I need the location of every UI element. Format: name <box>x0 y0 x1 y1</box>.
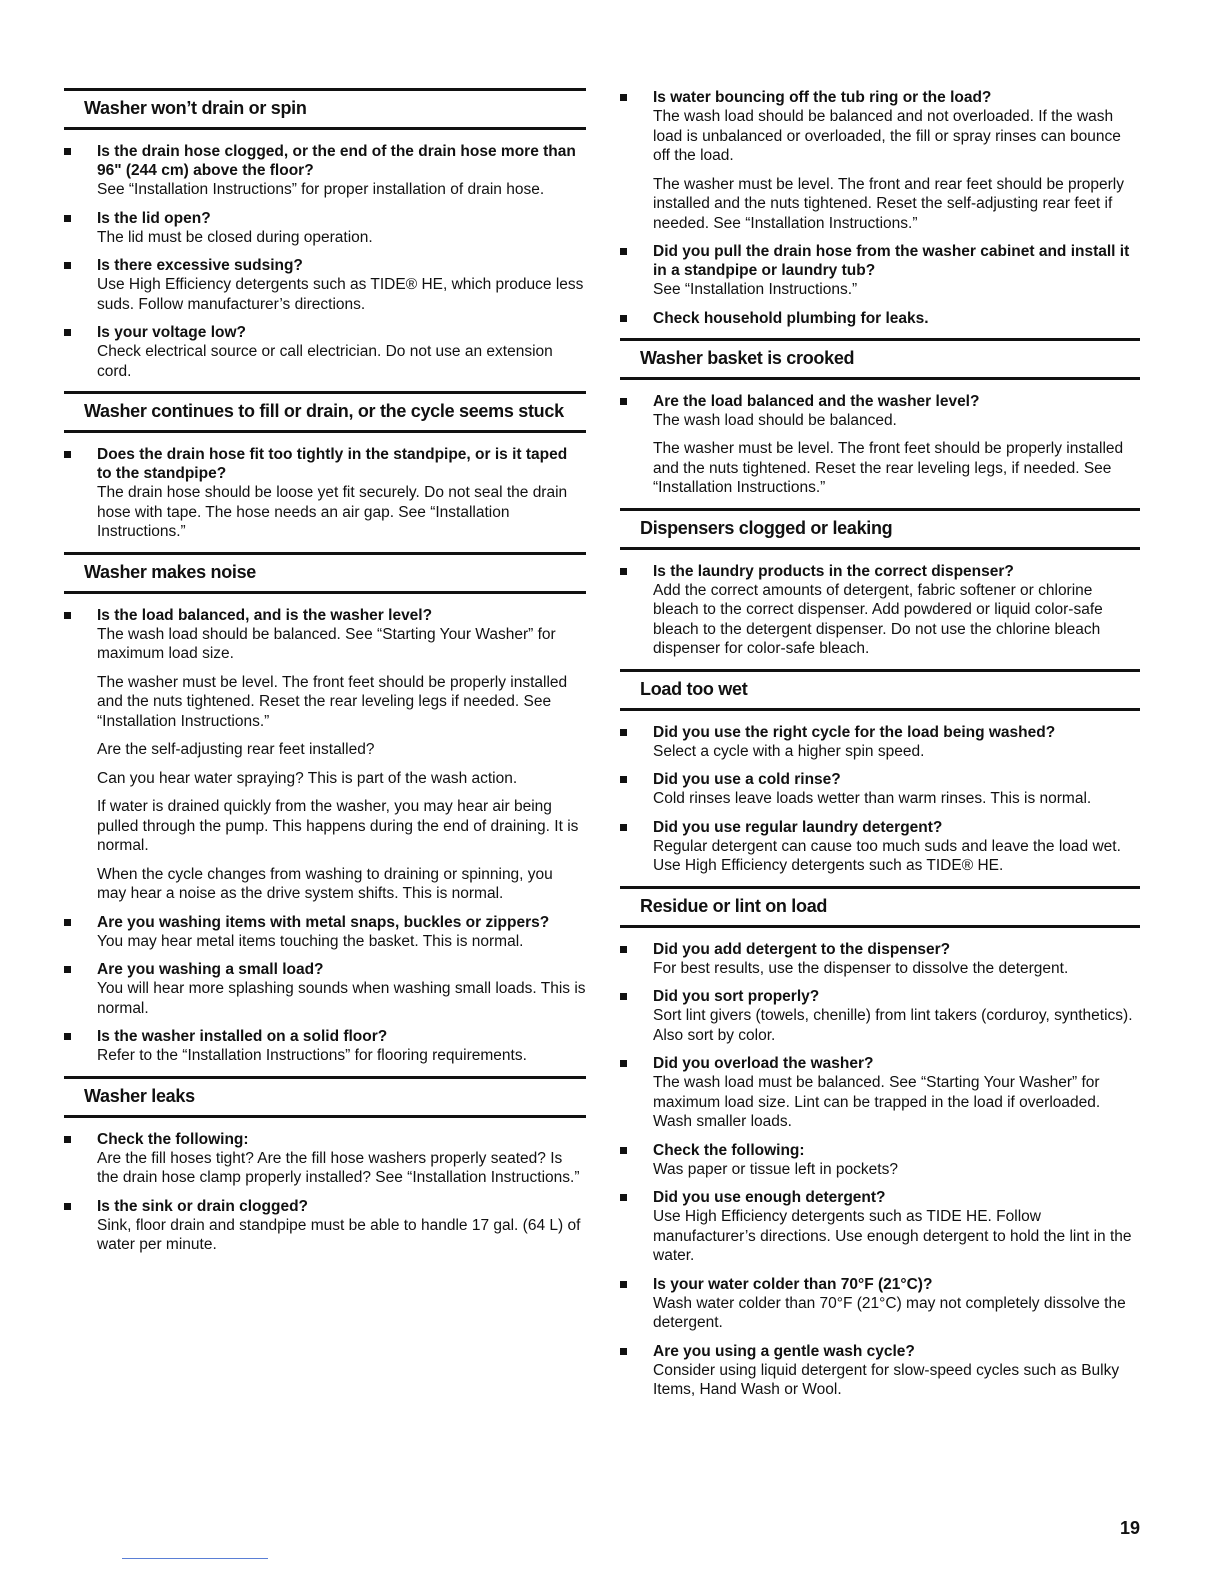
list-item <box>620 818 1140 876</box>
square-bullet-icon <box>620 248 627 255</box>
list-item <box>620 1342 1140 1400</box>
list-item <box>64 256 586 314</box>
section-header <box>64 1076 586 1118</box>
square-bullet-icon <box>64 148 71 155</box>
list-item <box>620 940 1140 979</box>
list-item <box>64 142 586 200</box>
question: Did you use the right cycle for the load being washed? <box>653 723 1056 741</box>
question: Is your voltage low? <box>97 324 246 341</box>
answer-text: If water is drained quickly from the washer, you may hear air being pulled through the pump. This happens during the end of draining. It is normal. <box>97 798 579 854</box>
answer-text: The washer must be level. The front feet should be properly installed and the nuts tightened. Reset the rear leveling legs, if needed. See “Installation Instructions.” <box>653 440 1124 496</box>
question: Check the following: <box>653 1141 805 1159</box>
question: Is the drain hose clogged, or the end of the drain hose more than 96" (244 cm) above the floor? <box>97 143 576 179</box>
question: Are you washing a small load? <box>97 961 324 978</box>
section-header <box>620 886 1140 928</box>
section-washer-basket-is-crooked <box>620 338 1140 498</box>
section-title: Washer leaks <box>84 1085 195 1106</box>
section-title: Washer won’t drain or spin <box>84 98 307 118</box>
square-bullet-icon <box>620 1281 627 1288</box>
list-item <box>620 562 1140 659</box>
square-bullet-icon <box>620 1194 627 1201</box>
list-item <box>620 392 1140 498</box>
list-item <box>620 770 1140 809</box>
answer-text: When the cycle changes from washing to draining or spinning, you may hear a noise as the drive system shifts. This is normal. <box>97 865 553 902</box>
section-title: Load too wet <box>640 678 748 699</box>
answer-text: Are the fill hoses tight? Are the fill hose washers properly seated? Is the drain hose clamp properly installed? See “Installation Instructions.” <box>97 1149 580 1186</box>
square-bullet-icon <box>620 315 627 322</box>
answer-text: You will hear more splashing sounds when washing small loads. This is normal. <box>97 980 586 1017</box>
question: Is the lid open? <box>97 209 211 227</box>
section-header <box>620 508 1140 550</box>
right-column <box>620 88 1140 1410</box>
answer-text: The drain hose should be loose yet fit securely. Do not seal the drain hose with tape. The hose needs an air gap. See “Installation Instructions.” <box>97 484 568 540</box>
question: Is the laundry products in the correct dispenser? <box>653 562 1014 580</box>
square-bullet-icon <box>64 451 71 458</box>
answer-text: Use High Efficiency detergents such as TIDE® HE, which produce less suds. Follow manufacturer’s directions. <box>97 276 584 313</box>
section-title: Washer basket is crooked <box>640 347 855 368</box>
square-bullet-icon <box>64 262 71 269</box>
section-header <box>620 669 1140 711</box>
square-bullet-icon <box>64 329 71 336</box>
section-washer-leaks <box>64 1076 586 1255</box>
answer-text: Sink, floor drain and standpipe must be able to handle 17 gal. (64 L) of water per minute. <box>97 1216 581 1253</box>
square-bullet-icon <box>64 966 71 973</box>
answer-text: You may hear metal items touching the basket. This is normal. <box>97 932 524 950</box>
answer-text: The lid must be closed during operation. <box>97 228 373 246</box>
list-item <box>64 913 586 952</box>
square-bullet-icon <box>620 568 627 575</box>
square-bullet-icon <box>620 729 627 736</box>
square-bullet-icon <box>620 1060 627 1067</box>
list-item <box>620 1141 1140 1180</box>
question: Check household plumbing for leaks. <box>653 309 929 327</box>
section-continued <box>620 88 1140 328</box>
section-header <box>620 338 1140 380</box>
square-bullet-icon <box>64 612 71 619</box>
answer-text: The wash load should be balanced and not overloaded. If the wash load is unbalanced or overloaded, the fill or spray rinses can bounce off the load. <box>653 108 1121 164</box>
list-item <box>620 1275 1140 1333</box>
list-item <box>64 209 586 248</box>
answer-text: The wash load should be balanced. See “Starting Your Washer” for maximum load size. <box>97 625 556 662</box>
list-item <box>620 723 1140 762</box>
list-item <box>64 1197 586 1255</box>
question: Did you use enough detergent? <box>653 1189 886 1206</box>
answer-text: Consider using liquid detergent for slow-speed cycles such as Bulky Items, Hand Wash or Wool. <box>653 1361 1120 1398</box>
answer-text: The washer must be level. The front feet should be properly installed and the nuts tightened. Reset the rear leveling legs if needed. See “Installation Instructions.” <box>97 673 568 730</box>
section-header <box>64 88 586 130</box>
list-item <box>64 960 586 1018</box>
question: Did you overload the washer? <box>653 1055 874 1072</box>
list-item <box>64 445 586 542</box>
list-item <box>620 309 1140 328</box>
list-item <box>64 1130 586 1188</box>
left-column <box>64 88 586 1265</box>
list-item <box>620 1188 1140 1266</box>
square-bullet-icon <box>64 919 71 926</box>
answer-text: Regular detergent can cause too much suds and leave the load wet. Use High Efficiency detergents such as TIDE® HE. <box>653 837 1121 874</box>
section-washer-makes-noise <box>64 552 586 1066</box>
answer-text: Refer to the “Installation Instructions” for flooring requirements. <box>97 1047 527 1064</box>
answer-text: Cold rinses leave loads wetter than warm rinses. This is normal. <box>653 790 1092 807</box>
answer-text: Wash water colder than 70°F (21°C) may not completely dissolve the detergent. <box>653 1294 1126 1331</box>
answer-text: Are the self-adjusting rear feet installed? <box>97 741 375 758</box>
section-header <box>64 391 586 433</box>
answer-text: Select a cycle with a higher spin speed. <box>653 742 925 760</box>
answer-text: See “Installation Instructions” for proper installation of drain hose. <box>97 181 545 198</box>
question: Is the sink or drain clogged? <box>97 1197 309 1215</box>
answer-text: The wash load should be balanced. <box>653 411 897 429</box>
square-bullet-icon <box>620 776 627 783</box>
square-bullet-icon <box>620 1147 627 1154</box>
answer-text: For best results, use the dispenser to dissolve the detergent. <box>653 959 1069 977</box>
question: Did you use regular laundry detergent? <box>653 818 943 836</box>
square-bullet-icon <box>64 1136 71 1143</box>
list-item <box>620 1054 1140 1132</box>
question: Are you washing items with metal snaps, buckles or zippers? <box>97 913 550 931</box>
section-header <box>64 552 586 594</box>
list-item <box>620 88 1140 233</box>
list-item <box>64 606 586 904</box>
question: Did you sort properly? <box>653 988 820 1005</box>
square-bullet-icon <box>620 993 627 1000</box>
list-item <box>620 987 1140 1045</box>
question: Is there excessive sudsing? <box>97 257 303 274</box>
question: Is the load balanced, and is the washer level? <box>97 606 433 624</box>
question: Are the load balanced and the washer level? <box>653 392 980 410</box>
page-number: 19 <box>1119 1518 1140 1538</box>
question: Is the washer installed on a solid floor? <box>97 1028 388 1045</box>
question: Does the drain hose fit too tightly in the standpipe, or is it taped to the standpipe? <box>97 446 568 482</box>
answer-text: Check electrical source or call electrician. Do not use an extension cord. <box>97 343 553 380</box>
question: Did you pull the drain hose from the washer cabinet and install it in a standpipe or laundry tub? <box>653 243 1130 279</box>
square-bullet-icon <box>620 1348 627 1355</box>
section-title: Dispensers clogged or leaking <box>640 517 893 538</box>
answer-text: Was paper or tissue left in pockets? <box>653 1160 898 1178</box>
section-title: Washer makes noise <box>84 561 257 582</box>
section-title: Residue or lint on load <box>640 895 828 916</box>
answer-text: See “Installation Instructions.” <box>653 281 858 298</box>
answer-text: The washer must be level. The front and rear feet should be properly installed and the nuts tightened. Reset the self-adjusting rear feet if needed. See “Installation Instructions.” <box>653 175 1125 232</box>
answer-text: The wash load must be balanced. See “Starting Your Washer” for maximum load size. Lint can be trapped in the load if overloaded. Wash smaller loads. <box>653 1074 1101 1130</box>
answer-text: Sort lint givers (towels, chenille) from lint takers (corduroy, synthetics). Also sort by color. <box>653 1007 1133 1044</box>
square-bullet-icon <box>620 824 627 831</box>
list-item <box>64 1027 586 1066</box>
answer-text: Use High Efficiency detergents such as TIDE HE. Follow manufacturer’s directions. Use enough detergent to hold the lint in the water. <box>653 1208 1132 1264</box>
square-bullet-icon <box>64 215 71 222</box>
question: Is your water colder than 70°F (21°C)? <box>653 1275 933 1293</box>
section-dispensers-clogged-or-leaking <box>620 508 1140 659</box>
question: Are you using a gentle wash cycle? <box>653 1342 915 1360</box>
section-title: Washer continues to fill or drain, or the cycle seems stuck <box>84 401 564 421</box>
question: Did you add detergent to the dispenser? <box>653 940 951 958</box>
question: Check the following: <box>97 1130 249 1148</box>
question: Is water bouncing off the tub ring or the load? <box>653 89 992 106</box>
section-washer-continues-to-fill-or-drain-or-the <box>64 391 586 542</box>
section-residue-or-lint-on-load <box>620 886 1140 1400</box>
square-bullet-icon <box>620 946 627 953</box>
list-item <box>64 323 586 381</box>
square-bullet-icon <box>64 1203 71 1210</box>
square-bullet-icon <box>620 94 627 101</box>
question: Did you use a cold rinse? <box>653 771 841 788</box>
square-bullet-icon <box>64 1033 71 1040</box>
list-item <box>620 242 1140 300</box>
answer-text: Can you hear water spraying? This is part of the wash action. <box>97 769 518 787</box>
footer-rule <box>122 1558 268 1559</box>
section-load-too-wet <box>620 669 1140 876</box>
answer-text: Add the correct amounts of detergent, fabric softener or chlorine bleach to the correct dispenser. Add powdered or liquid color-safe bleach to the detergent dispenser. Do not use the chlorine bleach dispenser for color-safe bleach. <box>653 581 1103 657</box>
square-bullet-icon <box>620 398 627 405</box>
section-washer-won-t-drain-or-spin <box>64 88 586 381</box>
